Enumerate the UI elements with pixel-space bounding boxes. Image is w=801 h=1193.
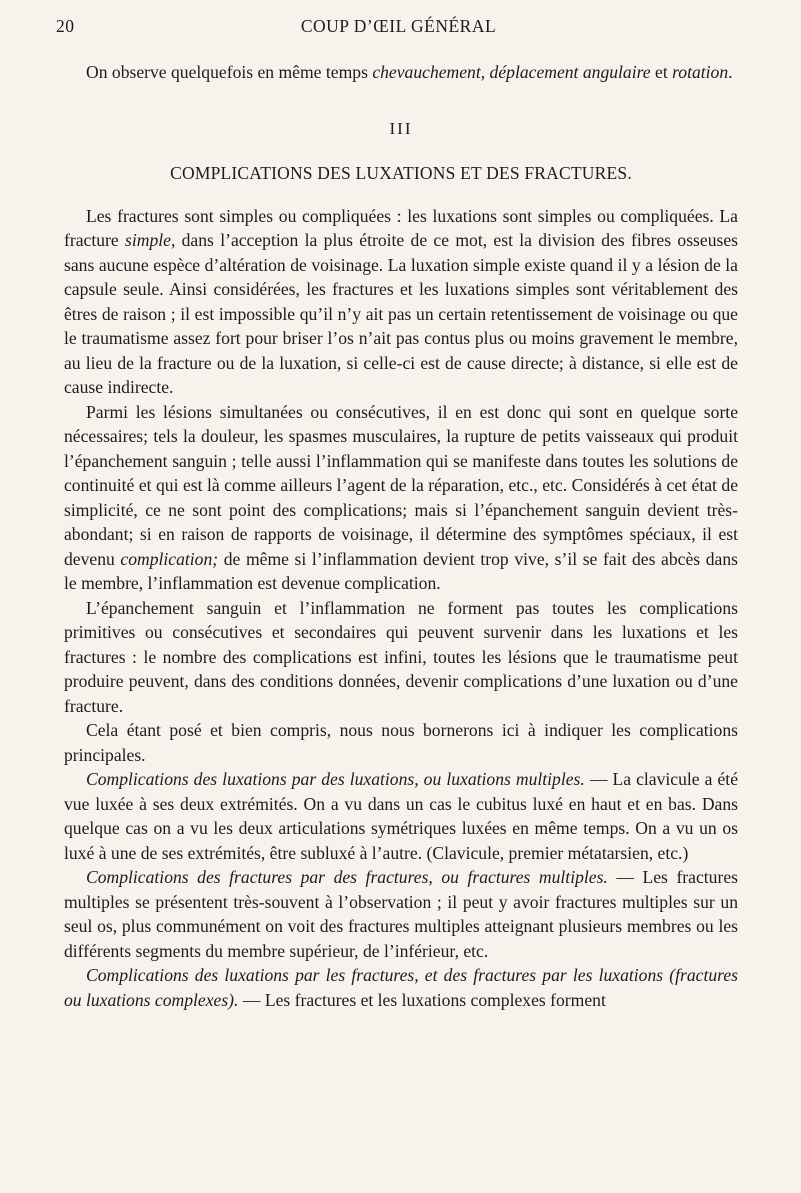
- running-head: [56, 14, 741, 38]
- paragraph: Les fractures sont simples ou compliquées : les luxations sont simples ou compliquées. La fracture simple, dans l’acception la plus étroite de ce mot, est la division des fibres osseuses sans aucune espèce d’altération de voisinage. La luxation simple existe quand il y a lésion de la capsule seule. Ainsi considérées, les fractures et les luxations simples sont véritablement des êtres de raison ; il est impossible qu’il n’y ait pas un certain retentissement de voisinage ou que le traumatisme assez fort pour briser l’os n’ait pas contus plus ou moins gravement le membre, au lieu de la fracture ou de la luxation, si celle-ci est de cause directe; à distance, si elle est de cause indirecte.: [64, 205, 738, 397]
- paragraph: Cela étant posé et bien compris, nous nous bornerons ici à indiquer les complications principales.: [64, 720, 738, 765]
- section-title: COMPLICATIONS DES LUXATIONS ET DES FRACTURES.: [170, 163, 632, 183]
- paragraph: Complications des fractures par des fractures, ou fractures multiples. — Les fractures multiples se présentent très-souvent à l’observation ; il peut y avoir fractures multiples sur un seul os, plus communément on voit des fractures multiples atteignant plusieurs membres ou les différents segments du membre supérieur, de l’inférieur, etc.: [64, 867, 738, 961]
- body-text: [64, 60, 738, 1012]
- paragraph: Complications des luxations par les fractures, et des fractures par les luxations (fractures ou luxations complexes). — Les fractures et les luxations complexes forment: [64, 965, 738, 1010]
- paragraph: Parmi les lésions simultanées ou consécutives, il en est donc qui sont en quelque sorte nécessaires; tels la douleur, les spasmes musculaires, la rupture de petits vaisseaux qui produit l’épanchement sanguin ; telle aussi l’inflammation qui se manifeste dans toutes les solutions de continuité et qui est là comme ailleurs l’agent de la réparation, etc., etc. Considérés à cet état de simplicité, ce ne sont point des complications; mais si l’épanchement sanguin devient très-abondant; si en raison de rapports de voisinage, il détermine des symptômes spéciaux, il est devenu complication; de même si l’inflammation devient trop vive, s’il se fait des abcès dans le membre, l’inflammation est devenue complication.: [64, 401, 738, 593]
- running-title: COUP D’ŒIL GÉNÉRAL: [300, 16, 497, 36]
- page-number: 20: [56, 16, 75, 36]
- paragraph: L’épanchement sanguin et l’inflammation ne forment pas toutes les complications primitives ou consécutives et secondaires qui peuvent survenir dans les luxations et les fractures : le nombre des complications est infini, toutes les lésions que le traumatisme peut produire peuvent, dans des conditions données, devenir complications d’une luxation ou d’une fracture.: [64, 597, 738, 716]
- paragraph: Complications des luxations par des luxations, ou luxations multiples. — La clavicule a été vue luxée à ses deux extrémités. On a vu dans un cas le cubitus luxé en haut et en bas. Dans quelque cas on a vu les deux articulations symétriques luxées en même temps. On a vu un os luxé à une de ses extrémités, être subluxé à l’autre. (Clavicule, premier métatarsien, etc.): [64, 769, 738, 863]
- section-number: III: [389, 118, 413, 138]
- intro-paragraph: On observe quelquefois en même temps chevauchement, déplacement angulaire et rotation.: [86, 62, 733, 82]
